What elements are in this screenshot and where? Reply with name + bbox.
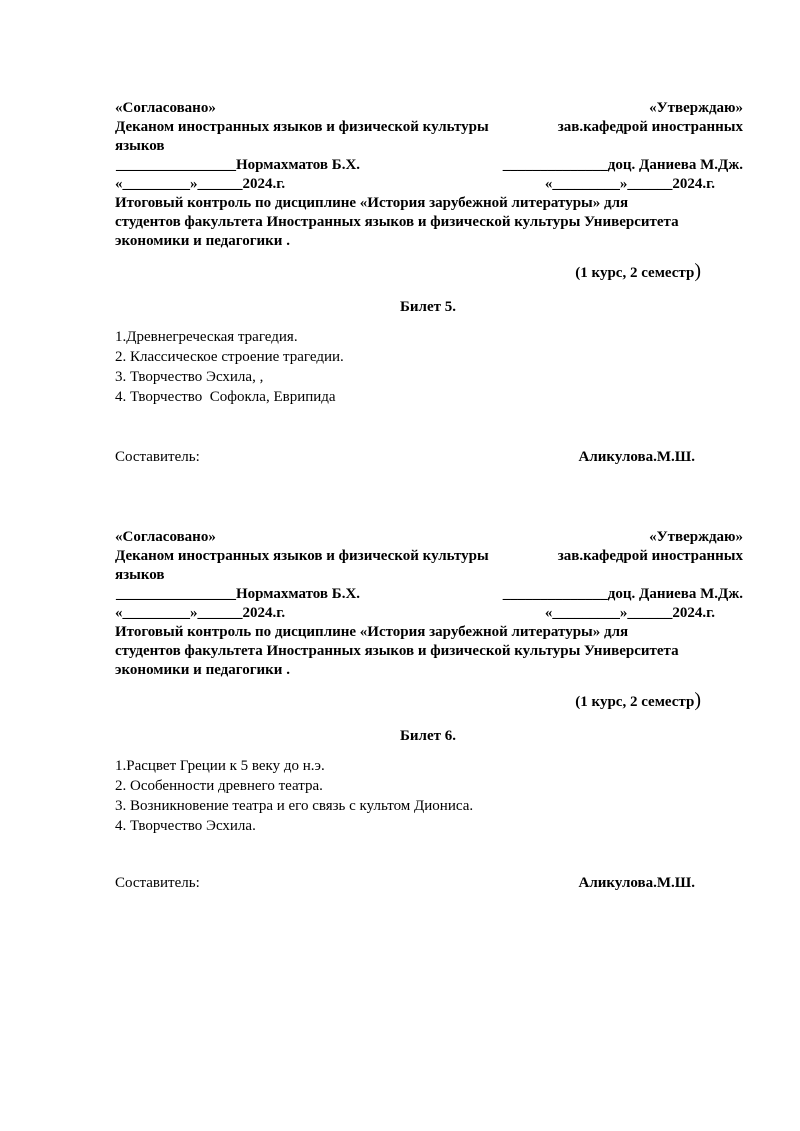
compiler-row bbox=[115, 447, 695, 467]
questions-list bbox=[115, 327, 743, 407]
question-item: 1.Расцвет Греции к 5 веку до н.э. bbox=[115, 758, 325, 774]
signatories-row bbox=[115, 118, 743, 137]
header-row bbox=[115, 528, 743, 547]
question-item: 2. Особенности древнего театра. bbox=[115, 778, 323, 794]
signature-row bbox=[115, 156, 743, 175]
signature-left: ________________Нормахматов Б.Х. bbox=[116, 157, 361, 173]
question-item: 2. Классическое строение трагедии. bbox=[115, 349, 344, 365]
agreed-label: «Согласовано» bbox=[115, 529, 216, 545]
course-paren: ) bbox=[694, 260, 701, 282]
approve-label: «Утверждаю» bbox=[649, 529, 743, 545]
date-row bbox=[115, 604, 743, 623]
course-semester bbox=[115, 688, 743, 712]
question-item: 1.Древнегреческая трагедия. bbox=[115, 329, 298, 345]
dean-line: Деканом иностранных языков и физической культуры bbox=[115, 548, 489, 564]
question-item: 4. Творчество Эсхила. bbox=[115, 818, 256, 834]
ticket-title: Билет 5. bbox=[399, 299, 456, 315]
compiler-label: Составитель: bbox=[115, 449, 200, 465]
ticket-block bbox=[115, 528, 743, 891]
header-row bbox=[115, 99, 743, 118]
course-text: (1 курс, 2 семестр bbox=[575, 694, 695, 710]
languages-line: языков bbox=[115, 138, 165, 154]
date-left: «_________»______2024.г. bbox=[115, 605, 286, 621]
question-item: 3. Возникновение театра и его связь с культом Диониса. bbox=[115, 798, 474, 814]
head-line: зав.кафедрой иностранных bbox=[557, 548, 743, 564]
signature-right: ______________доц. Даниева М.Дж. bbox=[502, 586, 743, 602]
question-item: 4. Творчество Софокла, Еврипида bbox=[115, 389, 336, 405]
head-line: зав.кафедрой иностранных bbox=[557, 119, 743, 135]
compiler-row bbox=[115, 873, 695, 893]
signatories-row bbox=[115, 547, 743, 566]
languages-line: языков bbox=[115, 567, 165, 583]
control-line-1: Итоговый контроль по дисциплине «История зарубежной литературы» для bbox=[115, 624, 629, 640]
dean-line: Деканом иностранных языков и физической культуры bbox=[115, 119, 489, 135]
agreed-label: «Согласовано» bbox=[115, 100, 216, 116]
course-paren: ) bbox=[694, 689, 701, 711]
date-row bbox=[115, 175, 743, 194]
control-line-1: Итоговый контроль по дисциплине «История зарубежной литературы» для bbox=[115, 195, 629, 211]
compiler-label: Составитель: bbox=[115, 875, 200, 891]
compiler-name: Аликулова.М.Ш. bbox=[578, 875, 695, 891]
compiler-name: Аликулова.М.Ш. bbox=[578, 449, 695, 465]
ticket-title: Билет 6. bbox=[399, 728, 456, 744]
questions-list bbox=[115, 756, 743, 836]
control-line-3: экономики и педагогики . bbox=[115, 662, 290, 678]
course-semester bbox=[115, 259, 743, 283]
control-line-2: студентов факультета Иностранных языков и физической культуры Университета bbox=[115, 643, 679, 659]
signature-left: ________________Нормахматов Б.Х. bbox=[116, 586, 361, 602]
date-right: «_________»______2024.г. bbox=[544, 605, 715, 621]
control-line-2: студентов факультета Иностранных языков и физической культуры Университета bbox=[115, 214, 679, 230]
signature-right: ______________доц. Даниева М.Дж. bbox=[502, 157, 743, 173]
signature-row bbox=[115, 585, 743, 604]
course-text: (1 курс, 2 семестр bbox=[575, 265, 695, 281]
approve-label: «Утверждаю» bbox=[649, 100, 743, 116]
date-left: «_________»______2024.г. bbox=[115, 176, 286, 192]
date-right: «_________»______2024.г. bbox=[544, 176, 715, 192]
control-line-3: экономики и педагогики . bbox=[115, 233, 290, 249]
ticket-block bbox=[115, 99, 743, 465]
question-item: 3. Творчество Эсхила, , bbox=[115, 369, 264, 385]
